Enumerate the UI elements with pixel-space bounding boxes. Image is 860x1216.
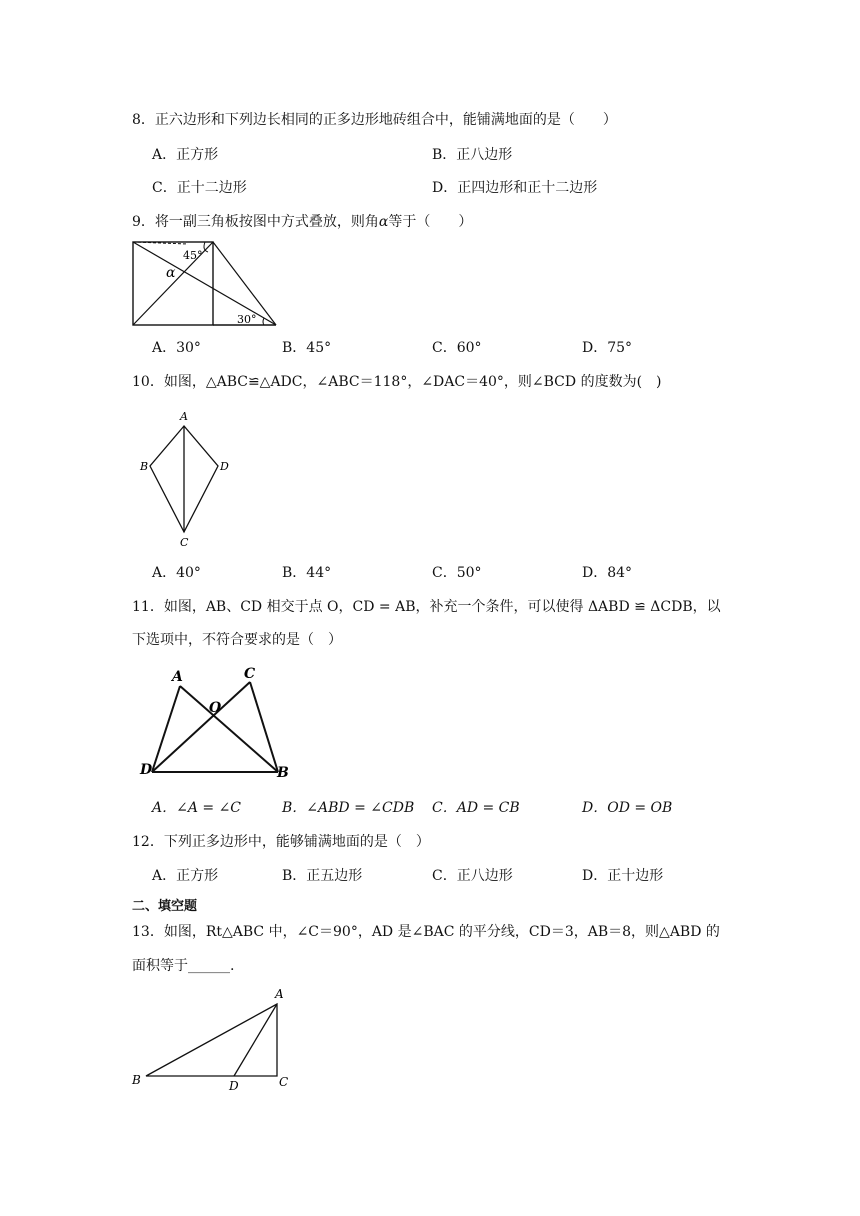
q11-stem-line1: 11．如图，AB、CD 相交于点 O，CD = AB，补充一个条件，可以使得 ΔABD ≌ ΔCDB，以: [132, 599, 721, 615]
q12-option-b: B．正五边形: [282, 868, 363, 884]
q10-option-a: A．40°: [152, 565, 201, 581]
q12-option-a: A．正方形: [152, 868, 219, 884]
q8-option-a: A．正方形: [152, 147, 219, 163]
q8-option-b: B．正八边形: [432, 147, 513, 163]
q9-option-b: B．45°: [282, 340, 332, 356]
q11-option-b: B．∠ABD = ∠CDB: [282, 800, 415, 816]
q13-label-a: A: [275, 987, 284, 1001]
q9-option-d: D．75°: [582, 340, 633, 356]
section-heading-fill-in: 二、填空题: [132, 899, 198, 914]
q12-option-d: D．正十边形: [582, 868, 664, 884]
q13-triangle-abc: [146, 1004, 277, 1076]
q13-stem-line2: 面积等于______.: [132, 958, 235, 974]
q11-option-d: D．OD = OB: [582, 800, 673, 816]
q9-stem-before: 9．将一副三角板按图中方式叠放，则角: [132, 214, 379, 230]
q13-label-c: C: [279, 1075, 289, 1089]
q10-option-d: D．84°: [582, 565, 633, 581]
q13-segment-ad: [234, 1004, 277, 1076]
q13-figure: [128, 984, 303, 1094]
q9-stem-after: 等于（ ）: [388, 214, 473, 230]
q11-label-d: D: [140, 762, 153, 778]
q9-alpha: α: [378, 214, 389, 230]
q11-stem-line2: 下选项中，不符合要求的是（ ）: [132, 632, 342, 648]
q10-option-c: C．50°: [432, 565, 482, 581]
q9-label-30: 30°: [237, 313, 257, 326]
q9-angle-arc-30: [263, 318, 264, 325]
q11-option-c: C．AD = CB: [432, 800, 520, 816]
q10-option-b: B．44°: [282, 565, 332, 581]
q10-label-d: D: [220, 460, 229, 473]
q8-option-d: D．正四边形和正十二边形: [432, 180, 598, 196]
q11-label-b: B: [277, 765, 289, 781]
q9-figure: [128, 238, 288, 333]
q9-label-45: 45°: [183, 249, 203, 262]
q10-label-a: A: [180, 410, 188, 423]
q13-label-d: D: [229, 1079, 239, 1093]
q10-figure: [136, 408, 236, 553]
q13-label-b: B: [132, 1073, 141, 1087]
q11-label-c: C: [244, 666, 256, 682]
q13-stem-line1: 13．如图，Rt△ABC 中，∠C＝90°，AD 是∠BAC 的平分线，CD＝3，AB＝8，则△ABD 的: [132, 924, 720, 940]
q12-stem: 12．下列正多边形中，能够铺满地面的是（ ）: [132, 834, 430, 850]
q10-label-c: C: [180, 536, 189, 549]
q11-label-a: A: [172, 669, 183, 685]
q11-option-a: A．∠A = ∠C: [152, 800, 242, 816]
q11-figure: [138, 664, 298, 779]
q9-stem: [132, 213, 472, 231]
q9-label-alpha: α: [166, 265, 176, 281]
q11-segment-ab: [180, 686, 278, 772]
q8-stem: 8．正六边形和下列边长相同的正多边形地砖组合中，能铺满地面的是（ ）: [132, 112, 617, 128]
q12-option-c: C．正八边形: [432, 868, 513, 884]
q8-option-c: C．正十二边形: [152, 180, 247, 196]
q9-option-a: A．30°: [152, 340, 201, 356]
q11-label-o: O: [209, 700, 222, 716]
q9-option-c: C．60°: [432, 340, 482, 356]
q10-label-b: B: [140, 460, 149, 473]
q10-stem: 10．如图，△ABC≌△ADC，∠ABC＝118°，∠DAC＝40°，则∠BCD 的度数为( ): [132, 374, 662, 390]
